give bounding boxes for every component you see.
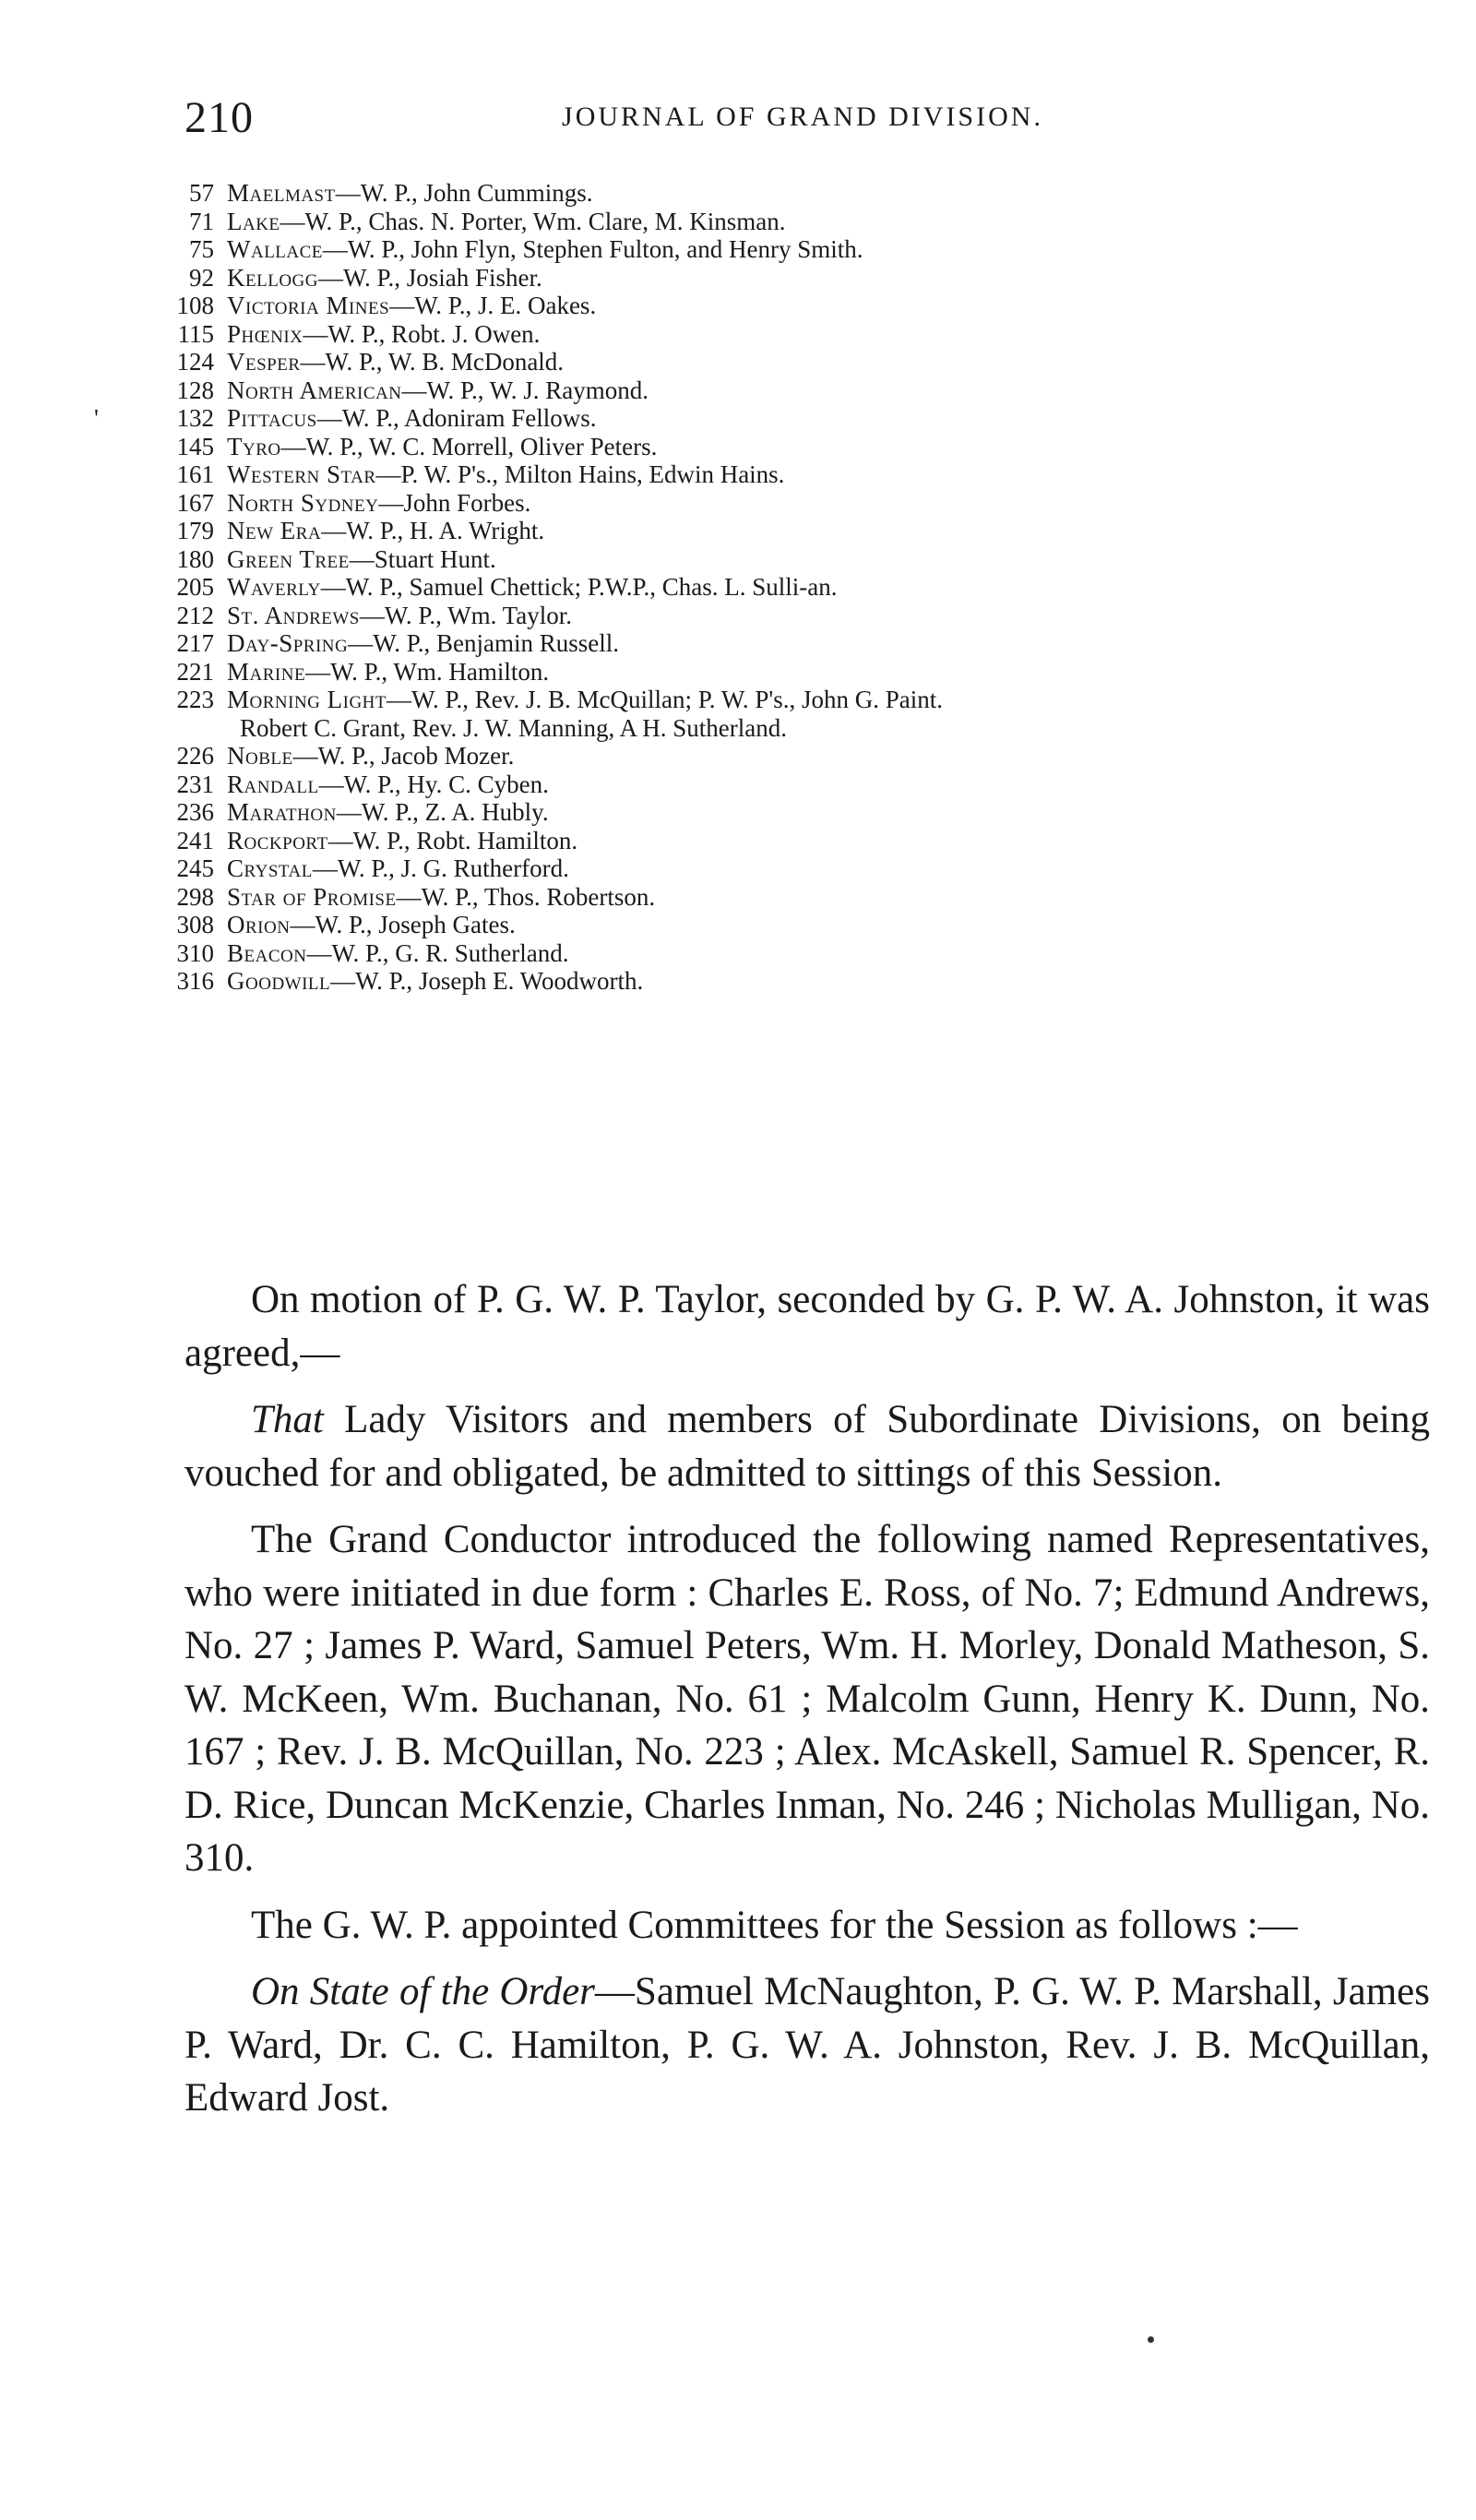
division-entry bbox=[118, 433, 1428, 461]
division-officers: —W. P., Benjamin Russell. bbox=[348, 629, 619, 657]
division-number: 241 bbox=[176, 826, 214, 854]
division-number: 132 bbox=[176, 404, 214, 432]
division-entry bbox=[118, 179, 1428, 208]
division-entry bbox=[118, 686, 1428, 714]
division-entry bbox=[118, 264, 1428, 293]
division-number: 167 bbox=[176, 488, 214, 517]
body-text bbox=[184, 1273, 1430, 2139]
division-name: Beacon bbox=[227, 938, 307, 967]
division-name: Western Star bbox=[227, 460, 376, 488]
division-entry bbox=[118, 602, 1428, 630]
division-entry bbox=[118, 517, 1428, 545]
division-officers: —W. P., Robt. J. Owen. bbox=[303, 319, 541, 348]
division-number: 92 bbox=[189, 263, 214, 292]
division-name: Lake bbox=[227, 207, 280, 235]
division-number: 128 bbox=[176, 376, 214, 404]
running-head: JOURNAL OF GRAND DIVISION. bbox=[562, 102, 1043, 132]
division-list bbox=[94, 179, 1428, 996]
division-name: North Sydney bbox=[227, 488, 379, 517]
division-name: Green Tree bbox=[227, 544, 350, 573]
division-officers: —W. P., G. R. Sutherland. bbox=[306, 938, 569, 967]
resolution-paragraph bbox=[184, 1393, 1430, 1499]
division-number: 245 bbox=[176, 854, 214, 882]
division-entry-continuation bbox=[118, 714, 1428, 743]
division-officers: —W. P., J. E. Oakes. bbox=[389, 292, 597, 319]
division-officers: —W. P., Hy. C. Cyben. bbox=[318, 770, 549, 798]
division-number: 161 bbox=[176, 460, 214, 488]
division-name: Orion bbox=[227, 911, 291, 938]
division-entry bbox=[118, 911, 1428, 939]
state-of-order-paragraph bbox=[184, 1965, 1430, 2125]
division-name: Noble bbox=[227, 742, 293, 770]
division-number: 223 bbox=[176, 686, 214, 713]
division-entry bbox=[118, 376, 1428, 405]
division-entry bbox=[94, 404, 1428, 433]
division-entry bbox=[118, 235, 1428, 264]
division-number: 179 bbox=[176, 517, 214, 544]
division-name: Waverly bbox=[227, 573, 321, 601]
division-name: Crystal bbox=[227, 854, 313, 882]
division-entry bbox=[118, 545, 1428, 574]
division-officers: —W. P., Josiah Fisher. bbox=[317, 263, 542, 292]
division-officers: —W. P., Thos. Robertson. bbox=[396, 882, 656, 911]
division-number: 231 bbox=[176, 770, 214, 798]
division-entry bbox=[118, 854, 1428, 883]
division-number: 310 bbox=[176, 938, 214, 967]
division-officers: Robert C. Grant, Rev. J. W. Manning, A H. Sutherland. bbox=[240, 713, 787, 742]
division-name: Day-Spring bbox=[227, 629, 349, 657]
division-officers: —W. P., J. G. Rutherford. bbox=[312, 854, 569, 882]
resolution-text: Lady Visitors and members of Subordinate Divisions, on being vouched for and obligated, be admitted to sittings of this Session. bbox=[184, 1398, 1430, 1495]
representatives-paragraph: The Grand Conductor introduced the following named Representatives, who were initiated in due form : Charles E. Ross, of No. 7; Edmund Andrews, No. 27 ; James P. Ward, Samuel Peters, Wm. H. Morley, Donald Matheson, S. W. McKeen, Wm. Buchanan, No. 61 ; Malcolm Gunn, Henry K. Dunn, No. 167 ; Rev. J. B. McQuillan, No. 223 ; Alex. McAskell, Samuel R. Spencer, R. D. Rice, Duncan McKenzie, Charles Inman, No. 246 ; Nicholas Mulligan, No. 310. bbox=[184, 1518, 1430, 1880]
division-officers: —P. W. P's., Milton Hains, Edwin Hains. bbox=[375, 460, 785, 488]
division-name: Victoria Mines bbox=[227, 292, 390, 319]
stray-mark bbox=[1148, 2336, 1154, 2343]
division-officers: —W. P., Chas. N. Porter, Wm. Clare, M. Kinsman. bbox=[280, 207, 786, 235]
division-officers: —W. P., W. B. McDonald. bbox=[300, 348, 565, 376]
division-name: Morning Light bbox=[227, 686, 387, 713]
division-officers: —John Forbes. bbox=[378, 488, 531, 517]
division-number: 221 bbox=[176, 657, 214, 686]
division-officers: —W. P., Rev. J. B. McQuillan; P. W. P's., John G. Paint. bbox=[387, 686, 943, 713]
division-entry bbox=[118, 770, 1428, 799]
division-name: Kellogg bbox=[227, 263, 318, 292]
division-entry bbox=[118, 827, 1428, 855]
division-entry bbox=[118, 742, 1428, 770]
division-name: Pittacus bbox=[227, 404, 317, 432]
division-entry bbox=[118, 348, 1428, 376]
division-entry bbox=[118, 798, 1428, 827]
division-number: 205 bbox=[176, 573, 214, 601]
division-entry bbox=[118, 460, 1428, 489]
division-entry bbox=[118, 939, 1428, 968]
division-name: Vesper bbox=[227, 348, 301, 376]
division-number: 71 bbox=[189, 207, 214, 235]
division-number: 108 bbox=[176, 292, 214, 319]
motion-paragraph: On motion of P. G. W. P. Taylor, seconded by G. P. W. A. Johnston, it was agreed,— bbox=[184, 1278, 1430, 1375]
division-name: Tyro bbox=[227, 432, 281, 460]
division-number: 236 bbox=[176, 798, 214, 826]
division-name: Marine bbox=[227, 657, 306, 686]
division-officers: —W. P., W. J. Raymond. bbox=[401, 376, 649, 404]
division-name: Maelmast bbox=[227, 179, 336, 207]
division-number: 145 bbox=[176, 432, 214, 460]
division-officers: —W. P., W. C. Morrell, Oliver Peters. bbox=[280, 432, 658, 460]
division-number: 212 bbox=[176, 601, 214, 629]
division-number: 180 bbox=[176, 544, 214, 573]
division-name: Rockport bbox=[227, 826, 328, 854]
page-header bbox=[184, 92, 1421, 148]
division-officers: —Stuart Hunt. bbox=[349, 544, 496, 573]
division-number: 298 bbox=[176, 882, 214, 911]
committee-title: On State of the Order bbox=[251, 1970, 595, 2013]
division-name: Phœnix bbox=[227, 319, 304, 348]
resolution-that: That bbox=[251, 1398, 324, 1441]
division-number: 57 bbox=[189, 179, 214, 207]
division-officers: —W. P., Wm. Taylor. bbox=[359, 601, 572, 629]
division-entry bbox=[118, 883, 1428, 912]
division-entry bbox=[118, 292, 1428, 320]
division-name: Goodwill bbox=[227, 967, 331, 995]
division-officers: —W. P., Jacob Mozer. bbox=[292, 742, 515, 770]
division-entry bbox=[118, 573, 1428, 602]
division-number: 308 bbox=[176, 911, 214, 938]
division-officers: —W. P., Samuel Chettick; P.W.P., Chas. L. Sulli-an. bbox=[320, 573, 838, 601]
division-entry bbox=[118, 489, 1428, 518]
committee-members: —Samuel McNaughton, P. G. W. P. Marshall, James P. Ward, Dr. C. C. Hamilton, P. G. W. A. Johnston, Rev. J. B. McQuillan, Edward Jost. bbox=[184, 1970, 1430, 2120]
margin-mark: ' bbox=[94, 404, 99, 432]
division-name: Wallace bbox=[227, 235, 323, 263]
division-number: 226 bbox=[176, 742, 214, 770]
division-entry bbox=[118, 320, 1428, 349]
division-officers: —W. P., Joseph Gates. bbox=[290, 911, 516, 938]
division-officers: —W. P., Joseph E. Woodworth. bbox=[330, 967, 644, 995]
division-name: St. Andrews bbox=[227, 601, 360, 629]
division-name: Star of Promise bbox=[227, 882, 397, 911]
division-officers: —W. P., Z. A. Hubly. bbox=[336, 798, 549, 826]
division-number: 217 bbox=[176, 629, 214, 657]
division-number: 124 bbox=[176, 348, 214, 376]
division-entry bbox=[118, 629, 1428, 658]
committees-paragraph: The G. W. P. appointed Committees for the Session as follows :— bbox=[251, 1903, 1298, 1947]
division-name: North American bbox=[227, 376, 402, 404]
division-officers: —W. P., H. A. Wright. bbox=[321, 517, 545, 544]
division-number: 75 bbox=[189, 235, 214, 263]
division-entry bbox=[118, 967, 1428, 996]
division-officers: —W. P., Adoniram Fellows. bbox=[316, 404, 597, 432]
division-number: 115 bbox=[177, 319, 214, 348]
division-officers: —W. P., John Flyn, Stephen Fulton, and Henry Smith. bbox=[322, 235, 863, 263]
division-number: 316 bbox=[176, 967, 214, 995]
division-entry bbox=[118, 208, 1428, 236]
division-entry bbox=[118, 658, 1428, 687]
division-name: Randall bbox=[227, 770, 319, 798]
division-name: Marathon bbox=[227, 798, 337, 826]
page-number: 210 bbox=[184, 93, 254, 142]
division-officers: —W. P., John Cummings. bbox=[335, 179, 593, 207]
division-officers: —W. P., Robt. Hamilton. bbox=[327, 826, 578, 854]
division-name: New Era bbox=[227, 517, 322, 544]
division-officers: —W. P., Wm. Hamilton. bbox=[305, 657, 550, 686]
